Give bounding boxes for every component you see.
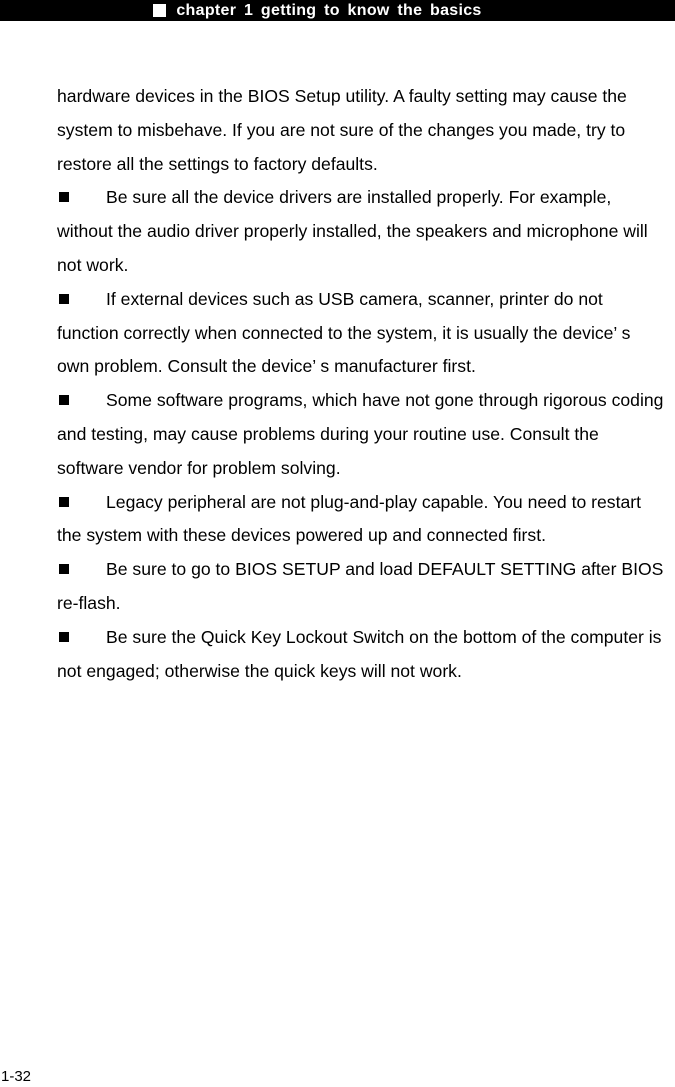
intro-paragraph: hardware devices in the BIOS Setup utility. A faulty setting may cause the system to misbehave. If you are not sure of the changes you made, try to restore all the settings to factory defaults. — [57, 86, 627, 174]
page-number: 1-32 — [1, 1068, 32, 1085]
bullet-text: If external devices such as USB camera, scanner, printer do not function correctly when connected to the system, it is usually the device’ s own problem. Consult the device’ s manufacturer first. — [57, 288, 631, 377]
bullet-text: Be sure to go to BIOS SETUP and load DEFAULT SETTING after BIOS re-flash. — [57, 559, 664, 613]
bullet-text: Be sure the Quick Key Lockout Switch on the bottom of the computer is not engaged; otherwise the quick keys will not work. — [57, 626, 662, 681]
bullet-text: Some software programs, which have not gone through rigorous coding and testing, may cause problems during your routine use. Consult the software vendor for problem solving. — [57, 390, 664, 478]
bullet-text: Legacy peripheral are not plug-and-play capable. You need to restart the system with these devices powered up and connected first. — [57, 491, 642, 546]
page-body — [57, 80, 665, 688]
chapter-header-bar — [0, 0, 675, 21]
bullet-item-quick-key-lockout — [57, 621, 665, 689]
square-bullet-icon — [59, 564, 69, 574]
bullet-item-external-devices — [57, 283, 665, 384]
square-icon — [153, 4, 166, 17]
square-bullet-icon — [59, 192, 69, 202]
square-bullet-icon — [59, 395, 69, 405]
chapter-title: chapter 1 getting to know the basics — [176, 1, 482, 19]
square-bullet-icon — [59, 632, 69, 642]
bullet-text: Be sure all the device drivers are installed properly. For example, without the audio driver properly installed, the speakers and microphone will not work. — [57, 187, 648, 275]
square-bullet-icon — [59, 497, 69, 507]
bullet-item-bios-setup — [57, 553, 665, 621]
bullet-item-legacy-peripheral — [57, 486, 665, 554]
bullet-item-software — [57, 384, 665, 485]
square-bullet-icon — [59, 294, 69, 304]
bullet-item-drivers — [57, 181, 665, 282]
